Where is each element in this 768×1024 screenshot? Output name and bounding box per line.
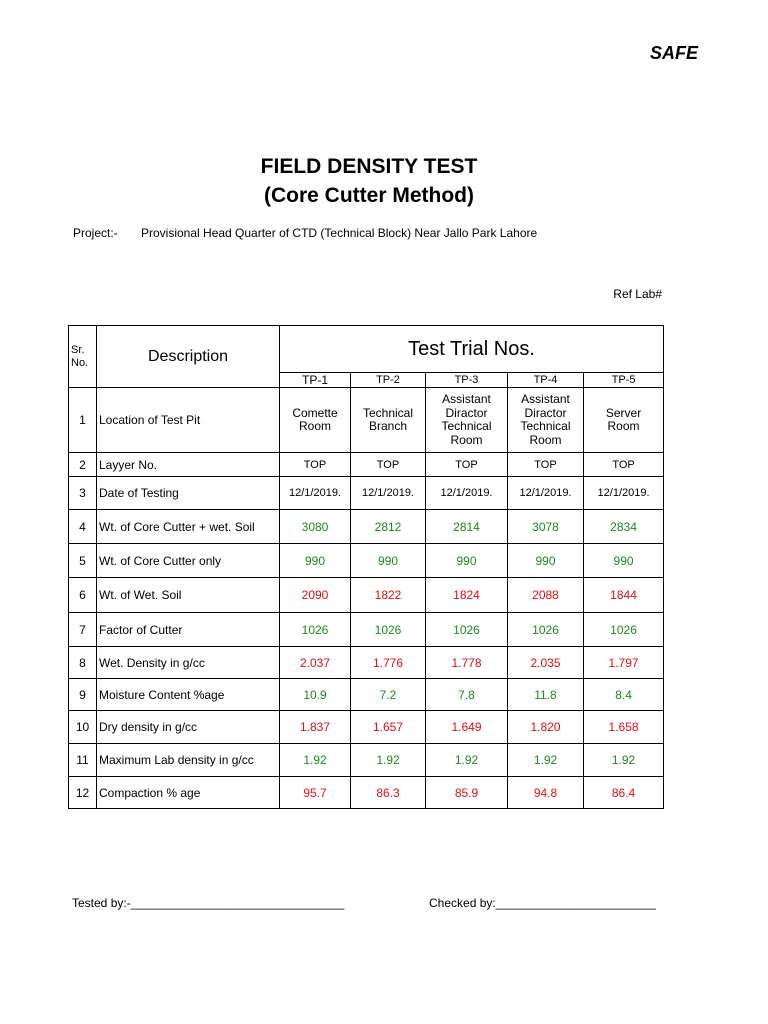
row-sr-no: 10: [69, 711, 97, 744]
row-value-tp-3: 7.8: [426, 679, 508, 711]
row-value-tp-4: 1.92: [508, 744, 584, 777]
row-value-tp-1: 990: [280, 544, 351, 578]
row-value-tp-1: 3080: [280, 510, 351, 544]
row-value-tp-3: 1824: [426, 578, 508, 613]
row-value-tp-1: 1026: [280, 613, 351, 647]
row-sr-no: 2: [69, 453, 97, 477]
row-description: Wt. of Core Cutter + wet. Soil: [97, 510, 280, 544]
row-sr-no: 5: [69, 544, 97, 578]
project-line: [73, 226, 537, 240]
table-row: [69, 777, 664, 809]
row-value-tp-3: 1.649: [426, 711, 508, 744]
location-line: Technical: [520, 419, 571, 433]
row-value-tp-2: 1026: [351, 613, 426, 647]
row-sr-no: 6: [69, 578, 97, 613]
row-value-tp-2: 86.3: [351, 777, 426, 809]
row-value-tp-5: 12/1/2019.: [584, 477, 664, 510]
row-value-tp-4: 1.820: [508, 711, 584, 744]
row-value-tp-2: 1.657: [351, 711, 426, 744]
location-line: Room: [607, 419, 640, 433]
row-value-tp-1: 1.92: [280, 744, 351, 777]
table-row: [69, 744, 664, 777]
row-value-tp-4: 11.8: [508, 679, 584, 711]
row-description: Layyer No.: [97, 453, 280, 477]
row-value-tp-2: 990: [351, 544, 426, 578]
row-value-tp-4: TOP: [508, 453, 584, 477]
table-row: [69, 578, 664, 613]
row-value-tp-5: 1.658: [584, 711, 664, 744]
row-value-tp-3: TOP: [426, 453, 508, 477]
location-line: Room: [529, 432, 562, 447]
row-description: Factor of Cutter: [97, 613, 280, 647]
row-sr-no: 11: [69, 744, 97, 777]
row-value-tp-2: 1.776: [351, 647, 426, 679]
table-row: [69, 477, 664, 510]
row-value-tp-2: TOP: [351, 453, 426, 477]
row-value-tp-5: 990: [584, 544, 664, 578]
row-value-tp-1: [280, 388, 351, 453]
row-value-tp-3: 990: [426, 544, 508, 578]
table-row: [69, 613, 664, 647]
row-sr-no: 8: [69, 647, 97, 679]
table-row: [69, 453, 664, 477]
location-line: Diractor: [445, 405, 488, 420]
row-value-tp-5: 1026: [584, 613, 664, 647]
row-value-tp-3: 1.92: [426, 744, 508, 777]
location-line: Assistant: [442, 392, 491, 406]
table-row: [69, 388, 664, 453]
row-value-tp-3: 12/1/2019.: [426, 477, 508, 510]
row-sr-no: 9: [69, 679, 97, 711]
row-description: Location of Test Pit: [97, 388, 280, 453]
row-value-tp-5: 1.92: [584, 744, 664, 777]
table-row: [69, 647, 664, 679]
row-value-tp-1: TOP: [280, 453, 351, 477]
location-line: Diractor: [524, 405, 567, 420]
table-row: [69, 679, 664, 711]
row-value-tp-2: 1.92: [351, 744, 426, 777]
document-subtitle: (Core Cutter Method): [264, 184, 474, 207]
location-line: Branch: [368, 419, 408, 433]
row-description: Wet. Density in g/cc: [97, 647, 280, 679]
location-line: Assistant: [521, 392, 570, 406]
row-sr-no: 3: [69, 477, 97, 510]
row-value-tp-3: 1026: [426, 613, 508, 647]
project-label: Project:-: [73, 226, 118, 240]
safe-label: SAFE: [649, 43, 698, 63]
tp-column-header: TP-5: [584, 373, 664, 388]
row-value-tp-2: 12/1/2019.: [351, 477, 426, 510]
table-row: [69, 544, 664, 578]
row-description: Moisture Content %age: [97, 679, 280, 711]
row-value-tp-3: 85.9: [426, 777, 508, 809]
sr-no-header: Sr. No.: [69, 326, 97, 388]
test-trial-header: Test Trial Nos.: [280, 326, 664, 373]
table-row: [69, 510, 664, 544]
location-line: Technical: [362, 405, 414, 420]
tp-column-header: TP-3: [426, 373, 508, 388]
row-value-tp-5: 86.4: [584, 777, 664, 809]
row-value-tp-5: 1844: [584, 578, 664, 613]
row-value-tp-3: [426, 388, 508, 453]
row-value-tp-4: 1026: [508, 613, 584, 647]
row-value-tp-2: [351, 388, 426, 453]
row-value-tp-1: 2090: [280, 578, 351, 613]
row-value-tp-4: 12/1/2019.: [508, 477, 584, 510]
document-title: FIELD DENSITY TEST: [260, 155, 478, 178]
row-value-tp-5: [584, 388, 664, 453]
row-description: Dry density in g/cc: [97, 711, 280, 744]
tp-column-header: TP-4: [508, 373, 584, 388]
tp-column-header: TP-1: [280, 373, 351, 388]
row-sr-no: 7: [69, 613, 97, 647]
location-line: Room: [298, 419, 331, 433]
description-header: Description: [97, 326, 280, 388]
row-sr-no: 4: [69, 510, 97, 544]
row-value-tp-1: 95.7: [280, 777, 351, 809]
row-value-tp-5: 8.4: [584, 679, 664, 711]
tested-by-signature-line: Tested by:-________________________________: [72, 896, 345, 910]
row-value-tp-3: 2814: [426, 510, 508, 544]
row-value-tp-2: 7.2: [351, 679, 426, 711]
checked-by-signature-line: Checked by:________________________: [429, 896, 656, 910]
table-row: [69, 711, 664, 744]
location-line: Technical: [441, 419, 492, 433]
row-value-tp-1: 1.837: [280, 711, 351, 744]
row-value-tp-1: 10.9: [280, 679, 351, 711]
row-description: Date of Testing: [97, 477, 280, 510]
row-value-tp-4: 94.8: [508, 777, 584, 809]
row-value-tp-4: 990: [508, 544, 584, 578]
row-value-tp-5: TOP: [584, 453, 664, 477]
row-sr-no: 1: [69, 388, 97, 453]
project-value: Provisional Head Quarter of CTD (Technical Block) Near Jallo Park Lahore: [141, 226, 538, 240]
field-density-table: [68, 325, 664, 809]
ref-lab-label: Ref Lab#: [613, 287, 662, 301]
row-value-tp-5: 1.797: [584, 647, 664, 679]
row-description: Wt. of Core Cutter only: [97, 544, 280, 578]
row-value-tp-4: [508, 388, 584, 453]
row-value-tp-2: 1822: [351, 578, 426, 613]
location-line: Server: [605, 405, 642, 420]
row-description: Maximum Lab density in g/cc: [97, 744, 280, 777]
location-line: Room: [450, 432, 483, 447]
row-value-tp-4: 3078: [508, 510, 584, 544]
row-description: Wt. of Wet. Soil: [97, 578, 280, 613]
row-sr-no: 12: [69, 777, 97, 809]
row-value-tp-2: 2812: [351, 510, 426, 544]
row-value-tp-1: 2.037: [280, 647, 351, 679]
row-value-tp-3: 1.778: [426, 647, 508, 679]
tp-column-header: TP-2: [351, 373, 426, 388]
row-value-tp-5: 2834: [584, 510, 664, 544]
row-value-tp-4: 2088: [508, 578, 584, 613]
row-description: Compaction % age: [97, 777, 280, 809]
location-line: Comette: [292, 405, 338, 420]
row-value-tp-1: 12/1/2019.: [280, 477, 351, 510]
row-value-tp-4: 2.035: [508, 647, 584, 679]
